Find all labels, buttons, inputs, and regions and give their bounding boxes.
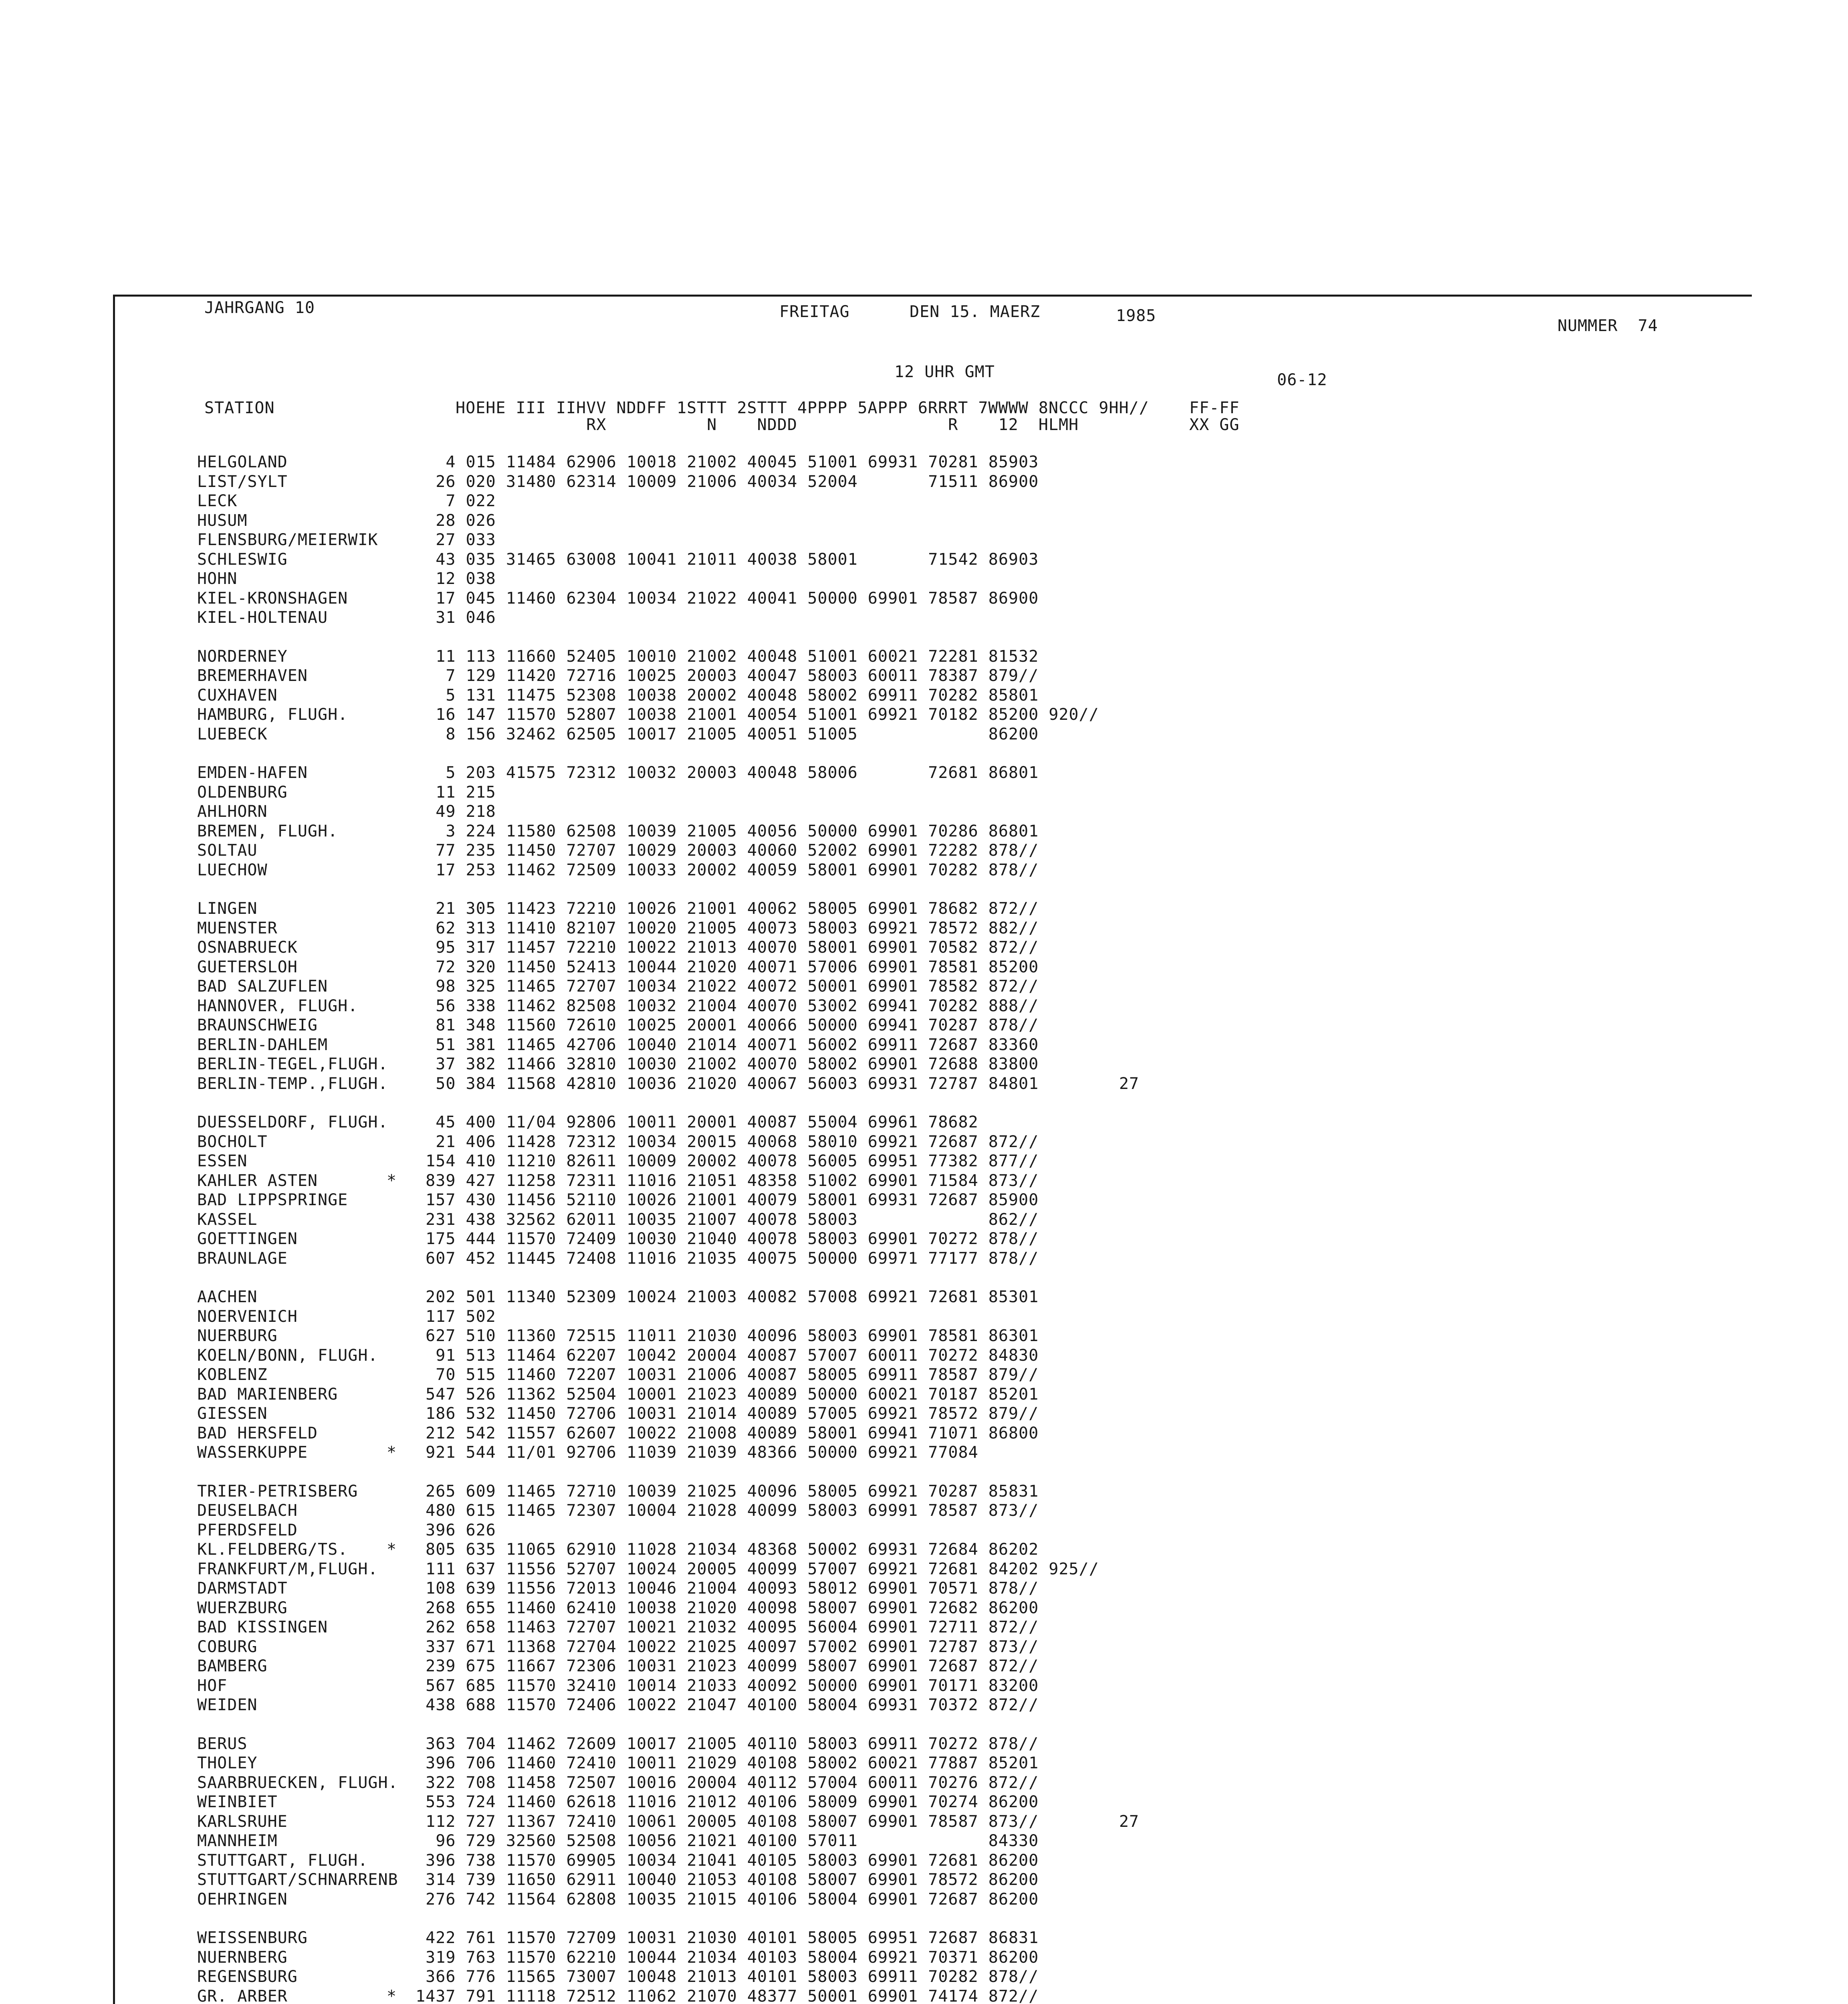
station-values: 921 544 11/01 92706 11039 21039 48366 50000 69921 77084 <box>406 1443 978 1462</box>
mountain-station-marker: * <box>387 1443 397 1462</box>
station-name: KIEL-KRONSHAGEN <box>197 589 348 608</box>
table-row <box>115 1851 1718 1870</box>
station-values: 480 615 11465 72307 10004 21028 40099 58003 69991 78587 873// <box>406 1501 1039 1520</box>
table-row <box>115 1036 1718 1054</box>
table-row <box>115 1677 1718 1695</box>
table-row <box>115 1133 1718 1151</box>
column-header-line-2: RX N NDDD R 12 HLMH XX GG <box>204 416 1240 434</box>
table-row <box>115 667 1718 685</box>
table-row <box>115 570 1718 588</box>
table-row <box>115 958 1718 976</box>
station-name: HAMBURG, FLUGH. <box>197 705 348 724</box>
station-name: THOLEY <box>197 1754 258 1772</box>
station-values: 1437 791 11118 72512 11062 21070 48377 50001 69901 74174 872// <box>406 1987 1039 2004</box>
station-name: BERLIN-TEGEL,FLUGH. <box>197 1055 388 1073</box>
table-row <box>115 764 1718 782</box>
station-values: 422 761 11570 72709 10031 21030 40101 58005 69951 72687 86831 <box>406 1929 1039 1947</box>
jahrgang-label: JAHRGANG 10 <box>204 299 315 317</box>
table-row <box>115 802 1718 821</box>
station-values: 4 015 11484 62906 10018 21002 40045 51001 69931 70281 85903 <box>406 453 1039 471</box>
table-row <box>115 1404 1718 1423</box>
table-row <box>115 550 1718 569</box>
table-row <box>115 1774 1718 1792</box>
station-name: HOF <box>197 1676 228 1695</box>
report-frame <box>113 295 1752 2004</box>
table-row <box>115 841 1718 860</box>
station-values: 396 738 11570 69905 10034 21041 40105 58003 69901 72681 86200 <box>406 1851 1039 1870</box>
station-name: BAD KISSINGEN <box>197 1618 328 1636</box>
station-name: MUENSTER <box>197 919 278 937</box>
table-row <box>115 1307 1718 1326</box>
station-name: SAARBRUECKEN, FLUGH. <box>197 1773 398 1792</box>
station-values: 21 305 11423 72210 10026 21001 40062 58005 69901 78682 872// <box>406 899 1039 918</box>
station-values: 43 035 31465 63008 10041 21011 40038 58001 71542 86903 <box>406 550 1039 569</box>
station-values: 11 113 11660 52405 10010 21002 40048 51001 60021 72281 81532 <box>406 647 1039 666</box>
station-name: BREMEN, FLUGH. <box>197 822 338 840</box>
table-row <box>115 1987 1718 2004</box>
station-values: 51 381 11465 42706 10040 21014 40071 56002 69911 72687 83360 <box>406 1035 1039 1054</box>
table-row <box>115 1501 1718 1520</box>
table-row <box>115 725 1718 743</box>
station-name: FRANKFURT/M,FLUGH. <box>197 1560 378 1578</box>
station-values: 96 729 32560 52508 10056 21021 40100 57011 84330 <box>406 1832 1039 1850</box>
station-values: 567 685 11570 32410 10014 21033 40092 50000 69901 70171 83200 <box>406 1676 1039 1695</box>
station-values: 553 724 11460 62618 11016 21012 40106 58009 69901 70274 86200 <box>406 1793 1039 1811</box>
station-name: DUESSELDORF, FLUGH. <box>197 1113 388 1131</box>
station-values: 28 026 <box>406 511 496 530</box>
station-values: 27 033 <box>406 531 496 549</box>
station-values: 547 526 11362 52504 10001 21023 40089 50000 60021 70187 85201 <box>406 1385 1039 1404</box>
table-row <box>115 977 1718 996</box>
table-row <box>115 899 1718 918</box>
station-name: FLENSBURG/MEIERWIK <box>197 531 378 549</box>
table-row <box>115 686 1718 705</box>
table-row <box>115 783 1718 802</box>
station-values: 95 317 11457 72210 10022 21013 40070 58001 69901 70582 872// <box>406 938 1039 957</box>
station-name: GIESSEN <box>197 1404 268 1423</box>
station-name: EMDEN-HAFEN <box>197 764 308 782</box>
station-values: 175 444 11570 72409 10030 21040 40078 58003 69901 70272 878// <box>406 1230 1039 1248</box>
station-values: 112 727 11367 72410 10061 20005 40108 58007 69901 78587 873// 27 <box>406 1812 1139 1831</box>
station-values: 7 022 <box>406 492 496 510</box>
station-values: 49 218 <box>406 802 496 821</box>
station-name: AACHEN <box>197 1288 258 1306</box>
table-row <box>115 938 1718 957</box>
station-name: OSNABRUECK <box>197 938 298 957</box>
table-row <box>115 1599 1718 1617</box>
station-values: 3 224 11580 62508 10039 21005 40056 50000 69901 70286 86801 <box>406 822 1039 840</box>
station-values: 108 639 11556 72013 10046 21004 40093 58012 69901 70571 878// <box>406 1579 1039 1598</box>
table-row <box>115 1172 1718 1190</box>
station-values: 37 382 11466 32810 10030 21002 40070 58002 69901 72688 83800 <box>406 1055 1039 1073</box>
station-name: STUTTGART, FLUGH. <box>197 1851 368 1870</box>
table-row <box>115 1385 1718 1404</box>
station-values: 56 338 11462 82508 10032 21004 40070 53002 69941 70282 888// <box>406 996 1039 1015</box>
table-row <box>115 919 1718 937</box>
station-name: BAD MARIENBERG <box>197 1385 338 1404</box>
table-row <box>115 1327 1718 1345</box>
station-values: 322 708 11458 72507 10016 20004 40112 57004 60011 70276 872// <box>406 1773 1039 1792</box>
table-row <box>115 1735 1718 1753</box>
table-row <box>115 1618 1718 1636</box>
station-values: 111 637 11556 52707 10024 20005 40099 57007 69921 72681 84202 925// <box>406 1560 1099 1578</box>
station-name: KL.FELDBERG/TS. <box>197 1540 348 1559</box>
station-name: LIST/SYLT <box>197 472 288 491</box>
station-name: NORDERNEY <box>197 647 288 666</box>
station-values: 70 515 11460 72207 10031 21006 40087 58005 69911 78587 879// <box>406 1366 1039 1384</box>
table-row <box>115 647 1718 666</box>
station-name: COBURG <box>197 1637 258 1656</box>
station-name: ESSEN <box>197 1152 248 1170</box>
table-row <box>115 1152 1718 1170</box>
table-row <box>115 1540 1718 1559</box>
station-values: 98 325 11465 72707 10034 21022 40072 50001 69901 78582 872// <box>406 977 1039 996</box>
station-name: GUETERSLOH <box>197 958 298 976</box>
station-name: NUERNBERG <box>197 1948 288 1967</box>
station-values: 839 427 11258 72311 11016 21051 48358 51002 69901 71584 873// <box>406 1171 1039 1190</box>
table-row <box>115 1968 1718 1986</box>
station-name: WASSERKUPPE <box>197 1443 308 1462</box>
station-name: BERLIN-DAHLEM <box>197 1035 328 1054</box>
station-name: LINGEN <box>197 899 258 918</box>
station-values: 21 406 11428 72312 10034 20015 40068 58010 69921 72687 872// <box>406 1132 1039 1151</box>
station-name: BRAUNLAGE <box>197 1249 288 1268</box>
station-values: 438 688 11570 72406 10022 21047 40100 58004 69931 70372 872// <box>406 1696 1039 1714</box>
table-row <box>115 1424 1718 1442</box>
station-name: KAHLER ASTEN <box>197 1171 318 1190</box>
table-row <box>115 1288 1718 1306</box>
table-row <box>115 531 1718 549</box>
station-values: 231 438 32562 62011 10035 21007 40078 58003 862// <box>406 1210 1039 1229</box>
station-values: 314 739 11650 62911 10040 21053 40108 58007 69901 78572 86200 <box>406 1871 1039 1889</box>
table-row <box>115 511 1718 530</box>
nummer-label: NUMMER 74 <box>1557 317 1658 335</box>
station-name: WEINBIET <box>197 1793 278 1811</box>
station-name: BAD SALZUFLEN <box>197 977 328 996</box>
station-name: HANNOVER, FLUGH. <box>197 996 358 1015</box>
column-header-line-1: STATION HOEHE III IIHVV NDDFF 1STTT 2STTT 4PPPP 5APPP 6RRRT 7WWWW 8NCCC 9HH// FF-FF <box>204 399 1240 417</box>
station-values: 607 452 11445 72408 11016 21035 40075 50000 69971 77177 878// <box>406 1249 1039 1268</box>
table-row <box>115 589 1718 608</box>
table-row <box>115 1657 1718 1675</box>
table-row <box>115 1113 1718 1131</box>
table-row <box>115 1521 1718 1539</box>
station-values: 8 156 32462 62505 10017 21005 40051 51005 86200 <box>406 725 1039 743</box>
station-values: 11 215 <box>406 783 496 802</box>
station-values: 265 609 11465 72710 10039 21025 40096 58005 69921 70287 85831 <box>406 1482 1039 1501</box>
table-row <box>115 1579 1718 1598</box>
station-name: TRIER-PETRISBERG <box>197 1482 358 1501</box>
station-values: 91 513 11464 62207 10042 20004 40087 57007 60011 70272 84830 <box>406 1346 1039 1365</box>
station-name: KOELN/BONN, FLUGH. <box>197 1346 378 1365</box>
station-name: LECK <box>197 492 238 510</box>
station-values: 202 501 11340 52309 10024 21003 40082 57008 69921 72681 85301 <box>406 1288 1039 1306</box>
station-name: LUEBECK <box>197 725 268 743</box>
station-values: 366 776 11565 73007 10048 21013 40101 58003 69911 70282 878// <box>406 1968 1039 1986</box>
table-row <box>115 1890 1718 1909</box>
station-name: MANNHEIM <box>197 1832 278 1850</box>
year-label: 1985 <box>1116 307 1156 325</box>
station-values: 81 348 11560 72610 10025 20001 40066 50000 69941 70287 878// <box>406 1016 1039 1034</box>
day-label: FREITAG <box>779 303 850 321</box>
station-values: 31 046 <box>406 608 496 627</box>
table-row <box>115 1210 1718 1229</box>
table-row <box>115 1443 1718 1462</box>
hours-range-label: 06-12 <box>1277 371 1327 389</box>
mountain-station-marker: * <box>387 1540 397 1559</box>
station-name: KASSEL <box>197 1210 258 1229</box>
station-values: 77 235 11450 72707 10029 20003 40060 52002 69901 72282 878// <box>406 841 1039 860</box>
station-name: KOBLENZ <box>197 1366 268 1384</box>
station-name: NOERVENICH <box>197 1307 298 1326</box>
station-values: 319 763 11570 62210 10044 21034 40103 58004 69921 70371 86200 <box>406 1948 1039 1967</box>
station-name: WEISSENBURG <box>197 1929 308 1947</box>
station-name: BOCHOLT <box>197 1132 268 1151</box>
table-row <box>115 473 1718 491</box>
station-values: 17 045 11460 62304 10034 21022 40041 50000 69901 78587 86900 <box>406 589 1039 608</box>
station-name: SOLTAU <box>197 841 258 860</box>
station-name: SCHLESWIG <box>197 550 288 569</box>
station-values: 5 203 41575 72312 10032 20003 40048 58006 72681 86801 <box>406 764 1039 782</box>
station-values: 186 532 11450 72706 10031 21014 40089 57005 69921 78572 879// <box>406 1404 1039 1423</box>
station-values: 12 038 <box>406 570 496 588</box>
station-values: 16 147 11570 52807 10038 21001 40054 51001 69921 70182 85200 920// <box>406 705 1099 724</box>
station-name: DEUSELBACH <box>197 1501 298 1520</box>
station-name: NUERBURG <box>197 1327 278 1345</box>
table-row <box>115 1929 1718 1947</box>
station-name: KARLSRUHE <box>197 1812 288 1831</box>
station-name: REGENSBURG <box>197 1968 298 1986</box>
station-values: 157 430 11456 52110 10026 21001 40079 58001 69931 72687 85900 <box>406 1191 1039 1209</box>
table-row <box>115 1560 1718 1578</box>
mountain-station-marker: * <box>387 1987 397 2004</box>
station-name: PFERDSFELD <box>197 1521 298 1539</box>
station-name: WEIDEN <box>197 1696 258 1714</box>
station-values: 7 129 11420 72716 10025 20003 40047 58003 60011 78387 879// <box>406 667 1039 685</box>
station-name: BRAUNSCHWEIG <box>197 1016 318 1034</box>
station-name: BREMERHAVEN <box>197 667 308 685</box>
station-name: BAD HERSFELD <box>197 1424 318 1442</box>
station-values: 239 675 11667 72306 10031 21023 40099 58007 69901 72687 872// <box>406 1657 1039 1675</box>
table-row <box>115 1638 1718 1656</box>
table-row <box>115 1366 1718 1384</box>
table-row <box>115 1812 1718 1831</box>
station-values: 117 502 <box>406 1307 496 1326</box>
table-row <box>115 1696 1718 1714</box>
table-row <box>115 1075 1718 1093</box>
station-values: 5 131 11475 52308 10038 20002 40048 58002 69911 70282 85801 <box>406 686 1039 705</box>
station-values: 805 635 11065 62910 11028 21034 48368 50002 69931 72684 86202 <box>406 1540 1039 1559</box>
station-name: BERLIN-TEMP.,FLUGH. <box>197 1074 388 1093</box>
station-name: HUSUM <box>197 511 248 530</box>
table-row <box>115 1055 1718 1073</box>
station-values: 627 510 11360 72515 11011 21030 40096 58003 69901 78581 86301 <box>406 1327 1039 1345</box>
station-values: 262 658 11463 72707 10021 21032 40095 56004 69901 72711 872// <box>406 1618 1039 1636</box>
station-values: 62 313 11410 82107 10020 21005 40073 58003 69921 78572 882// <box>406 919 1039 937</box>
date-label: DEN 15. MAERZ <box>910 303 1041 321</box>
station-values: 337 671 11368 72704 10022 21025 40097 57002 69901 72787 873// <box>406 1637 1039 1656</box>
station-values: 45 400 11/04 92806 10011 20001 40087 55004 69961 78682 <box>406 1113 978 1131</box>
station-name: GR. ARBER <box>197 1987 288 2004</box>
table-row <box>115 705 1718 724</box>
station-name: CUXHAVEN <box>197 686 278 705</box>
station-values: 26 020 31480 62314 10009 21006 40034 52004 71511 86900 <box>406 472 1039 491</box>
table-row <box>115 1871 1718 1889</box>
station-values: 212 542 11557 62607 10022 21008 40089 58001 69941 71071 86800 <box>406 1424 1039 1442</box>
table-row <box>115 822 1718 840</box>
station-name: KIEL-HOLTENAU <box>197 608 328 627</box>
table-row <box>115 1793 1718 1811</box>
station-values: 72 320 11450 52413 10044 21020 40071 57006 69901 78581 85200 <box>406 958 1039 976</box>
table-row <box>115 1948 1718 1967</box>
station-name: DARMSTADT <box>197 1579 288 1598</box>
station-values: 396 706 11460 72410 10011 21029 40108 58002 60021 77887 85201 <box>406 1754 1039 1772</box>
station-name: AHLHORN <box>197 802 268 821</box>
table-row <box>115 1482 1718 1501</box>
station-name: BAD LIPPSPRINGE <box>197 1191 348 1209</box>
station-name: WUERZBURG <box>197 1598 288 1617</box>
station-values: 396 626 <box>406 1521 496 1539</box>
table-row <box>115 1832 1718 1850</box>
station-name: LUECHOW <box>197 861 268 879</box>
table-row <box>115 453 1718 471</box>
time-label: 12 UHR GMT <box>894 363 995 381</box>
table-row <box>115 997 1718 1015</box>
station-name: STUTTGART/SCHNARRENB <box>197 1871 398 1889</box>
station-name: OEHRINGEN <box>197 1890 288 1909</box>
station-name: BAMBERG <box>197 1657 268 1675</box>
table-row <box>115 1346 1718 1365</box>
station-values: 268 655 11460 62410 10038 21020 40098 58007 69901 72682 86200 <box>406 1598 1039 1617</box>
station-name: OLDENBURG <box>197 783 288 802</box>
station-values: 154 410 11210 82611 10009 20002 40078 56005 69951 77382 877// <box>406 1152 1039 1170</box>
station-values: 276 742 11564 62808 10035 21015 40106 58004 69901 72687 86200 <box>406 1890 1039 1909</box>
table-row <box>115 608 1718 627</box>
station-name: HOHN <box>197 570 238 588</box>
table-row <box>115 1754 1718 1772</box>
table-row <box>115 1249 1718 1268</box>
table-row <box>115 861 1718 879</box>
table-row <box>115 1191 1718 1209</box>
station-values: 363 704 11462 72609 10017 21005 40110 58003 69911 70272 878// <box>406 1734 1039 1753</box>
table-row <box>115 492 1718 510</box>
station-values: 17 253 11462 72509 10033 20002 40059 58001 69901 70282 878// <box>406 861 1039 879</box>
station-values: 50 384 11568 42810 10036 21020 40067 56003 69931 72787 84801 27 <box>406 1074 1139 1093</box>
station-name: BERUS <box>197 1734 248 1753</box>
table-row <box>115 1016 1718 1034</box>
mountain-station-marker: * <box>387 1171 397 1190</box>
table-row <box>115 1230 1718 1248</box>
station-name: HELGOLAND <box>197 453 288 471</box>
station-name: GOETTINGEN <box>197 1230 298 1248</box>
